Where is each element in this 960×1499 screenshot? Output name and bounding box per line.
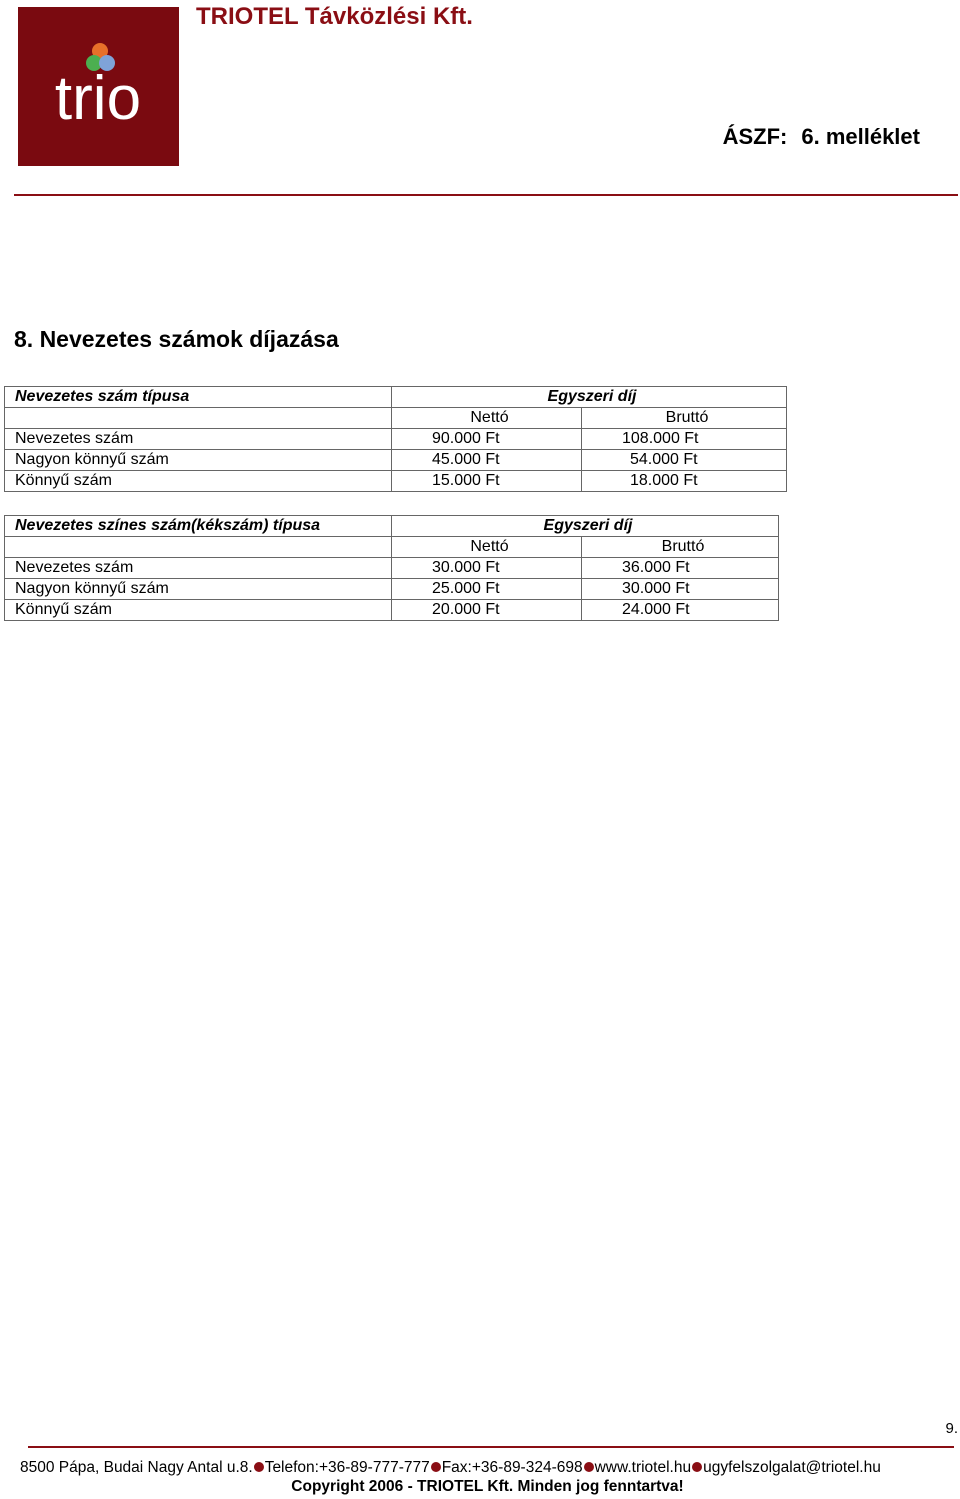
row-gross: 18.000 Ft (582, 471, 787, 492)
annex-label: ÁSZF: (722, 124, 788, 149)
table-row (5, 600, 779, 621)
table-row (5, 429, 787, 450)
bullet-icon (431, 1462, 441, 1472)
row-net: 20.000 Ft (392, 600, 582, 621)
logo-text: trio (54, 64, 142, 133)
named-numbers-table (4, 386, 787, 492)
annex-heading (723, 124, 920, 150)
gross-header: Bruttó (582, 408, 787, 429)
row-name: Nevezetes szám (5, 558, 392, 579)
trio-logo-icon (18, 7, 179, 166)
annex-value: 6. melléklet (801, 124, 920, 149)
bullet-icon (692, 1462, 702, 1472)
row-gross: 54.000 Ft (582, 450, 787, 471)
empty-cell (5, 408, 392, 429)
net-header: Nettó (392, 408, 582, 429)
row-net: 30.000 Ft (392, 558, 582, 579)
row-name: Könnyű szám (5, 600, 392, 621)
footer-web-link[interactable]: www.triotel.hu (594, 1459, 692, 1476)
table-row (5, 450, 787, 471)
row-gross: 108.000 Ft (582, 429, 787, 450)
table-row (5, 579, 779, 600)
footer-phone: Telefon:+36-89-777-777 (264, 1459, 430, 1476)
empty-cell (5, 537, 392, 558)
row-name: Nagyon könnyű szám (5, 450, 392, 471)
footer-copyright: Copyright 2006 - TRIOTEL Kft. Minden jog fenntartva! (291, 1478, 684, 1495)
bullet-icon (254, 1462, 264, 1472)
row-name: Könnyű szám (5, 471, 392, 492)
table-row (5, 471, 787, 492)
gross-header: Bruttó (582, 537, 779, 558)
row-net: 90.000 Ft (392, 429, 582, 450)
table-row (5, 558, 779, 579)
row-gross: 30.000 Ft (582, 579, 779, 600)
type-header: Nevezetes szám típusa (5, 387, 392, 408)
row-name: Nevezetes szám (5, 429, 392, 450)
row-net: 25.000 Ft (392, 579, 582, 600)
net-header: Nettó (392, 537, 582, 558)
table-subheader-row (5, 408, 787, 429)
footer-contact (20, 1459, 881, 1477)
row-name: Nagyon könnyű szám (5, 579, 392, 600)
company-logo (18, 7, 179, 166)
blue-numbers-table (4, 515, 779, 621)
table-subheader-row (5, 537, 779, 558)
row-gross: 24.000 Ft (582, 600, 779, 621)
bullet-icon (584, 1462, 594, 1472)
footer-address: 8500 Pápa, Budai Nagy Antal u.8. (20, 1459, 253, 1476)
row-gross: 36.000 Ft (582, 558, 779, 579)
header-divider (14, 194, 958, 196)
section-title: 8. Nevezetes számok díjazása (14, 326, 339, 352)
fee-header: Egyszeri díj (392, 516, 779, 537)
company-name: TRIOTEL Távközlési Kft. (196, 3, 473, 30)
footer-email-link[interactable]: ugyfelszolgalat@triotel.hu (703, 1459, 881, 1476)
table-header-row (5, 516, 779, 537)
row-net: 45.000 Ft (392, 450, 582, 471)
type-header: Nevezetes színes szám(kékszám) típusa (5, 516, 392, 537)
row-net: 15.000 Ft (392, 471, 582, 492)
table-header-row (5, 387, 787, 408)
footer-fax: Fax:+36-89-324-698 (441, 1459, 583, 1476)
footer-divider (28, 1446, 954, 1448)
page-number: 9. (945, 1420, 958, 1437)
fee-header: Egyszeri díj (392, 387, 787, 408)
